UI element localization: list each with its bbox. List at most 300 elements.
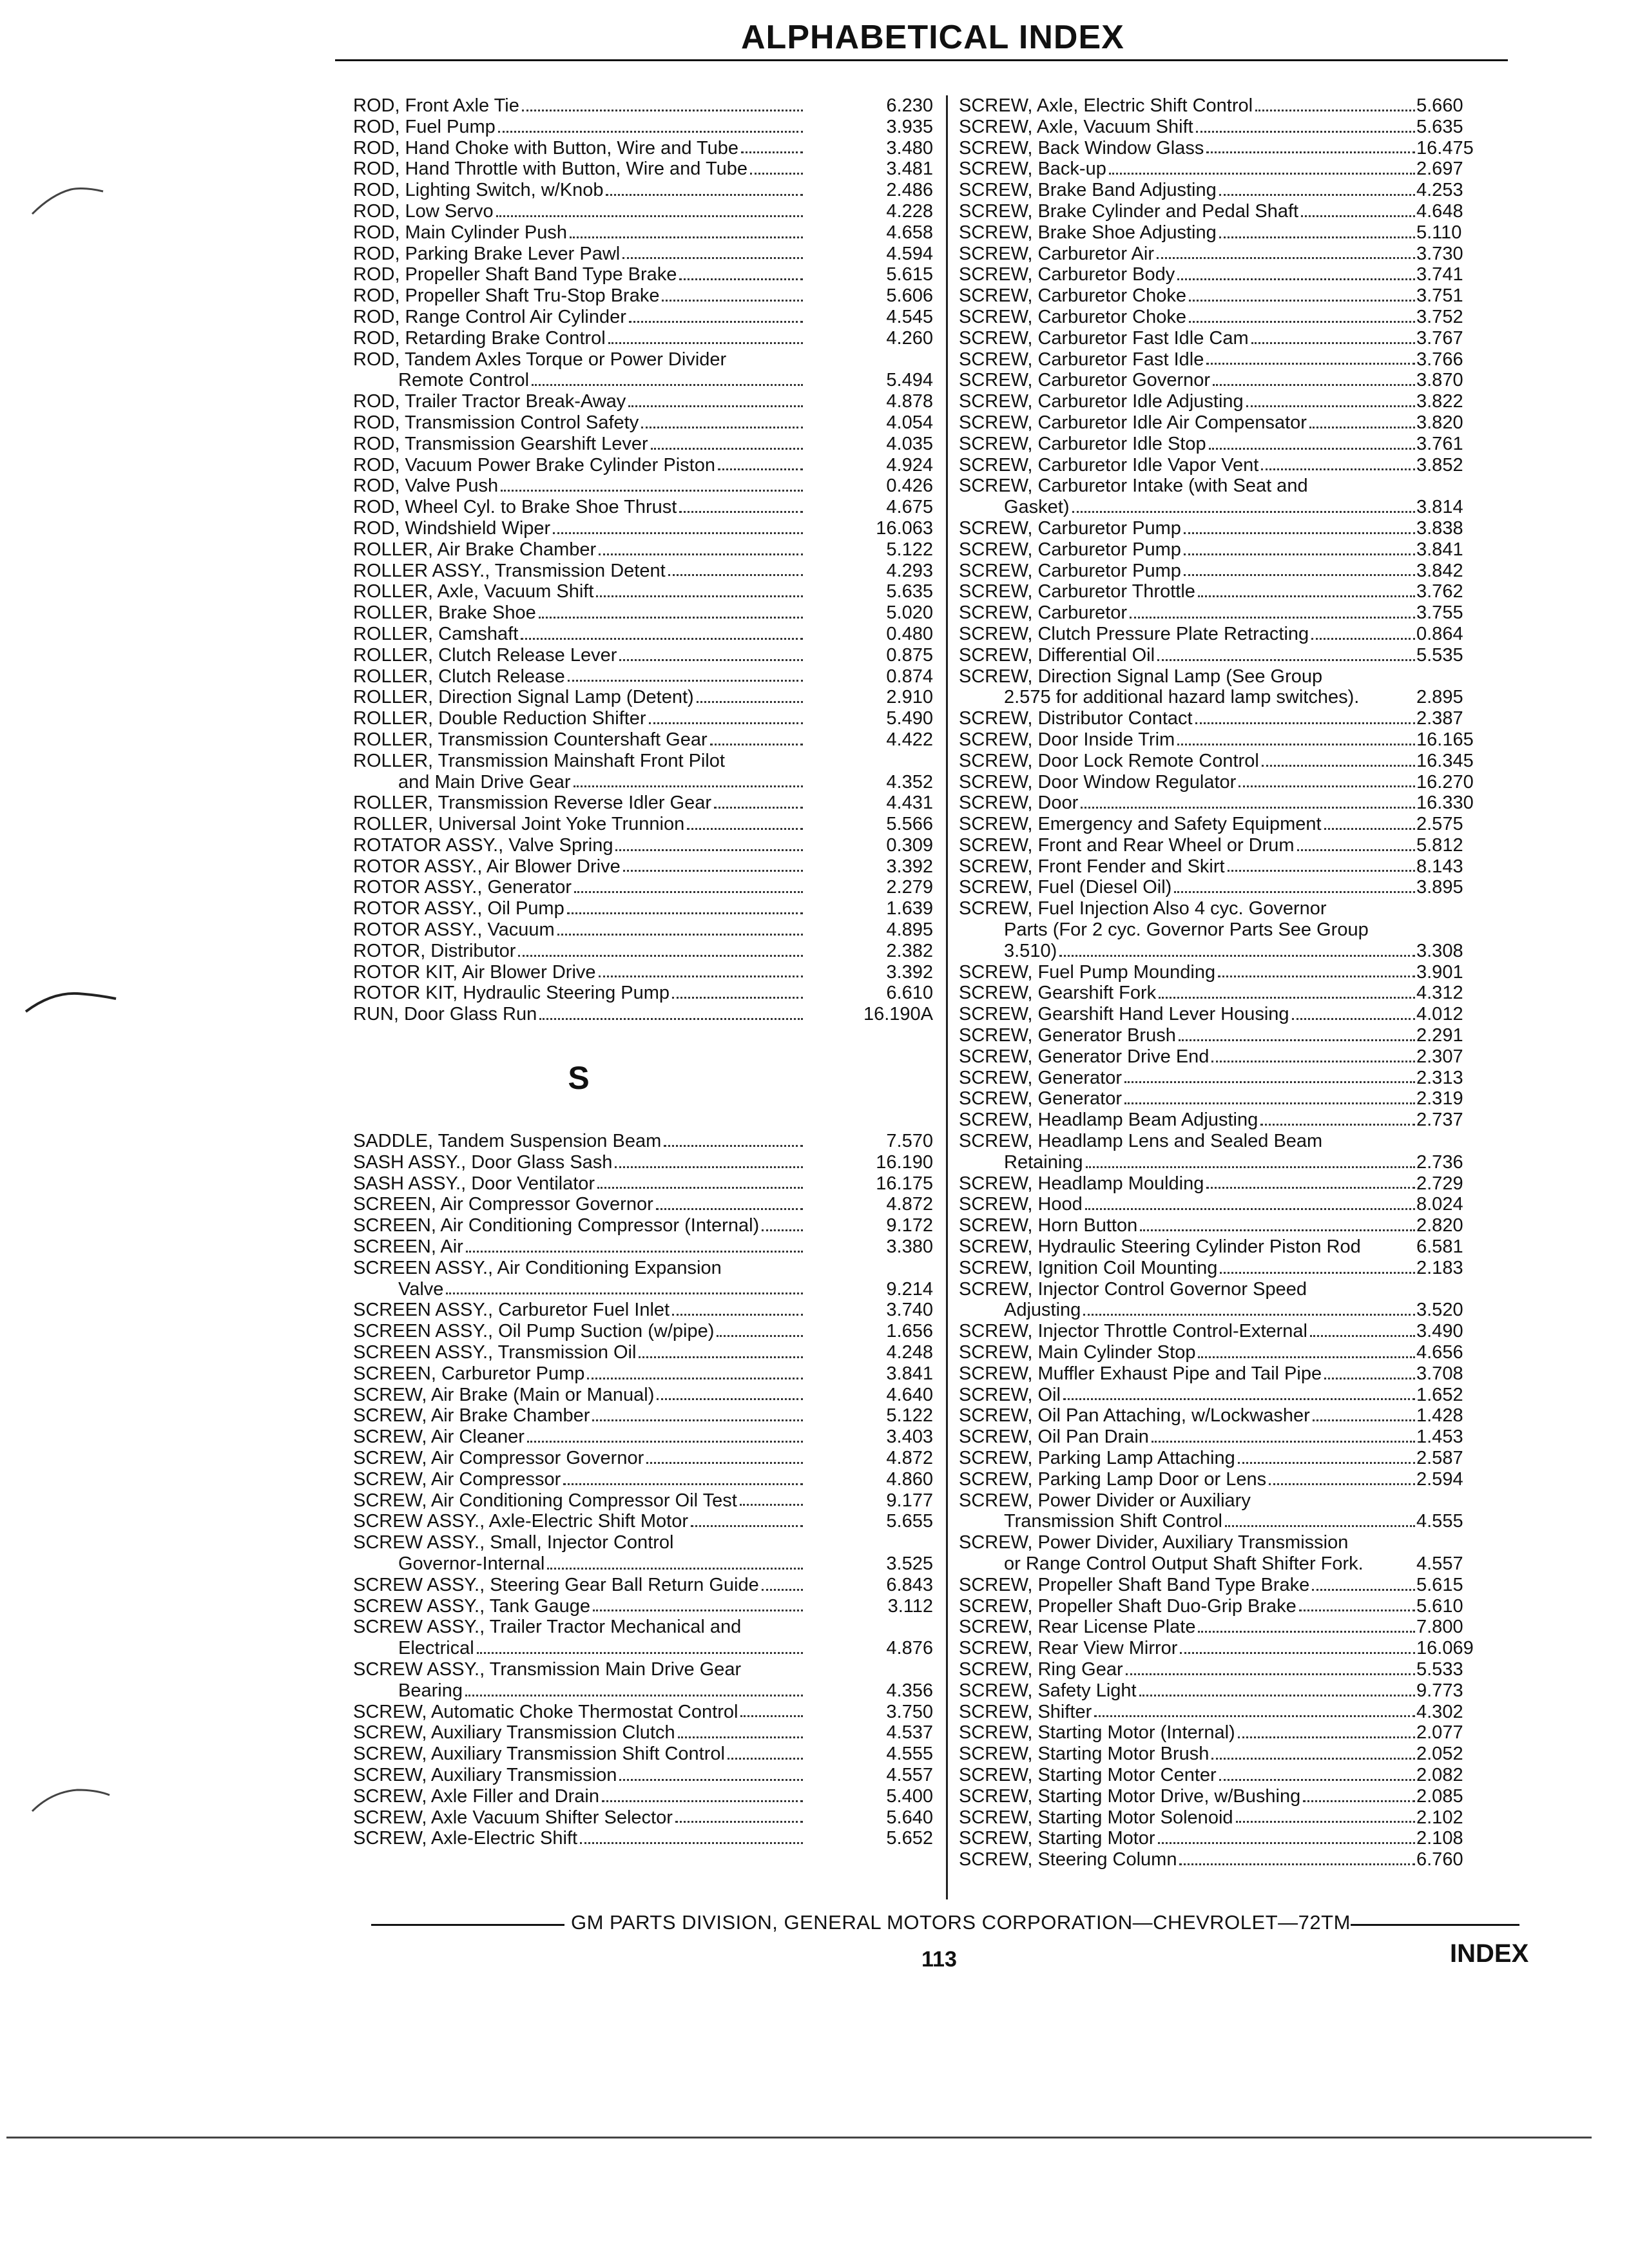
entry-name-cell <box>959 1680 1416 1702</box>
index-entry <box>353 1532 933 1553</box>
dot-leader <box>1311 638 1415 640</box>
entry-name-cell <box>353 1215 804 1236</box>
dot-leader <box>1198 1631 1415 1633</box>
index-entry <box>959 476 1455 497</box>
dot-leader <box>629 321 803 323</box>
index-entry <box>353 1828 933 1849</box>
index-entry <box>353 751 933 772</box>
entry-name: ROTOR ASSY., Oil Pump <box>353 898 564 919</box>
entry-name: RUN, Door Glass Run <box>353 1004 537 1025</box>
dot-leader <box>646 1462 803 1464</box>
dot-leader <box>1196 131 1415 133</box>
entry-name-cell <box>353 1532 804 1553</box>
entry-name-cell <box>959 1300 1416 1321</box>
entry-name-cell <box>353 1300 804 1321</box>
index-entry <box>959 1173 1463 1195</box>
entry-name-cell <box>959 793 1416 814</box>
entry-name: ROLLER, Direction Signal Lamp (Detent) <box>353 687 694 708</box>
entry-page-ref: 4.537 <box>886 1722 933 1744</box>
entry-page-ref: 4.557 <box>886 1764 933 1785</box>
index-entry <box>959 95 1463 117</box>
entry-name: SCREW, Carburetor Choke <box>959 306 1186 327</box>
entry-name-cell <box>353 455 804 476</box>
index-entry <box>959 1363 1463 1385</box>
dot-leader <box>1206 1187 1415 1189</box>
dot-leader <box>518 955 803 957</box>
index-entry <box>353 856 933 878</box>
entry-name-cell <box>353 1596 804 1617</box>
entry-name: SCREW, Back Window Glass <box>959 137 1204 159</box>
entry-name-cell <box>353 222 804 244</box>
entry-name: SCREW, Main Cylinder Stop <box>959 1342 1196 1363</box>
index-entry <box>959 1321 1463 1342</box>
entry-page-ref: 3.767 <box>1416 327 1463 349</box>
entry-name: SCREW, Emergency and Safety Equipment <box>959 814 1322 835</box>
dot-leader <box>615 1166 803 1168</box>
entry-name-cell <box>959 1807 1416 1829</box>
index-entry <box>959 137 1474 159</box>
index-entry <box>959 433 1463 455</box>
entry-page-ref: 6.230 <box>886 95 933 116</box>
entry-name-cell <box>353 1490 804 1512</box>
entry-name: ROD, Tandem Axles Torque or Power Divider <box>353 349 727 370</box>
index-entry <box>959 1617 1463 1638</box>
entry-name-cell <box>959 1194 1416 1215</box>
entry-name: SCREW, Headlamp Moulding <box>959 1173 1204 1194</box>
index-entry <box>353 138 933 159</box>
entry-page-ref: 16.345 <box>1416 750 1474 771</box>
index-entry <box>959 454 1463 476</box>
entry-name-cell <box>959 983 1416 1004</box>
entry-name-cell <box>353 1744 804 1765</box>
entry-page-ref: 5.812 <box>1416 834 1463 856</box>
index-entry <box>353 687 933 708</box>
index-entry <box>353 1342 933 1363</box>
entry-name-cell <box>353 1152 804 1173</box>
entry-page-ref: 2.052 <box>1416 1744 1463 1765</box>
dot-leader <box>1174 891 1415 893</box>
entry-page-ref: 2.307 <box>1416 1046 1463 1067</box>
entry-page-ref: 4.557 <box>1416 1553 1463 1574</box>
dot-leader <box>714 807 803 809</box>
entry-page-ref: 6.843 <box>886 1574 933 1595</box>
index-entry <box>959 1658 1463 1680</box>
entry-name: SCREW, Axle, Electric Shift Control <box>959 95 1253 116</box>
entry-name: SCREW, Front and Rear Wheel or Drum <box>959 834 1295 856</box>
dot-leader <box>1189 300 1415 302</box>
entry-name-cell <box>353 561 804 582</box>
index-entry <box>959 306 1463 328</box>
entry-name: and Main Drive Gear <box>398 771 571 793</box>
entry-name: SCREW, Starting Motor Drive, w/Bushing <box>959 1785 1301 1807</box>
dot-leader <box>1324 1378 1415 1379</box>
column-divider <box>946 95 948 1899</box>
index-entry <box>959 1004 1463 1025</box>
index-entry <box>353 1553 933 1575</box>
index-entry <box>959 602 1463 624</box>
dot-leader <box>1179 1863 1415 1865</box>
entry-name: SCREW, Rear License Plate <box>959 1617 1196 1638</box>
index-entry <box>353 180 933 201</box>
dot-leader <box>1219 194 1415 196</box>
entry-page-ref: 3.766 <box>1416 349 1463 370</box>
entry-page-ref: 4.356 <box>886 1680 933 1701</box>
entry-name-cell <box>353 687 804 708</box>
entry-name: SCREW, Starting Motor Brush <box>959 1744 1210 1765</box>
index-entry <box>353 624 933 645</box>
entry-name-cell <box>353 1807 804 1829</box>
entry-page-ref: 3.520 <box>1416 1300 1463 1321</box>
entry-name-cell <box>353 729 804 751</box>
index-entry <box>959 1764 1463 1786</box>
entry-name-cell <box>353 1194 804 1215</box>
entry-name-cell <box>959 1469 1416 1490</box>
entry-name: Electrical <box>398 1638 474 1659</box>
entry-name: ROLLER, Air Brake Chamber <box>353 539 597 560</box>
entry-name: SCREW, Power Divider, Auxiliary Transmission <box>959 1532 1349 1553</box>
dot-leader <box>1085 1208 1415 1210</box>
index-entry <box>353 201 933 222</box>
entry-page-ref: 4.012 <box>1416 1004 1463 1025</box>
index-entry <box>959 391 1463 412</box>
entry-name-cell <box>353 264 804 285</box>
entry-name-cell <box>959 835 1416 856</box>
entry-name: SCREW, Axle Filler and Drain <box>353 1785 599 1807</box>
entry-name-cell <box>353 201 804 222</box>
entry-name-cell <box>353 497 804 518</box>
dot-leader <box>1179 1039 1415 1041</box>
dot-leader <box>1072 511 1415 513</box>
entry-name: SCREW, Horn Button <box>959 1215 1138 1236</box>
entry-page-ref: 4.658 <box>886 222 933 243</box>
entry-name: SCREW, Carburetor Pump <box>959 517 1181 539</box>
dot-leader <box>1292 1018 1415 1020</box>
entry-name-cell <box>959 1765 1416 1786</box>
entry-name-cell <box>959 1744 1416 1765</box>
dot-leader <box>1238 1736 1415 1738</box>
entry-page-ref: 6.610 <box>886 983 933 1004</box>
index-entry <box>959 1448 1463 1469</box>
index-entry <box>353 412 933 434</box>
index-entry <box>353 1004 933 1025</box>
entry-page-ref: 4.293 <box>886 560 933 581</box>
entry-name: SCREW, Clutch Pressure Plate Retracting <box>959 623 1309 644</box>
entry-page-ref: 3.841 <box>886 1363 933 1384</box>
dot-leader <box>568 680 803 682</box>
entry-name-cell <box>959 95 1416 117</box>
entry-name: SCREW ASSY., Transmission Main Drive Gear <box>353 1658 742 1680</box>
entry-name-cell <box>353 285 804 307</box>
dot-leader <box>1059 955 1415 957</box>
entry-name-cell <box>959 1363 1416 1385</box>
entry-page-ref: 16.069 <box>1416 1638 1474 1659</box>
entry-name-cell <box>353 793 804 814</box>
entry-name-cell <box>353 1131 804 1152</box>
entry-name: SCREEN ASSY., Oil Pump Suction (w/pipe) <box>353 1321 715 1342</box>
entry-name: SCREW, Auxiliary Transmission <box>353 1764 617 1785</box>
dot-leader <box>599 975 803 977</box>
entry-name-cell <box>353 835 804 856</box>
entry-name-cell <box>353 856 804 878</box>
dot-leader <box>740 1715 803 1717</box>
index-entry <box>959 412 1463 434</box>
index-entry <box>353 793 933 814</box>
dot-leader <box>563 1483 803 1485</box>
dot-leader <box>1209 448 1415 450</box>
entry-name: SCREW, Gearshift Hand Lever Housing <box>959 1004 1289 1025</box>
entry-page-ref: 6.760 <box>1416 1849 1463 1870</box>
entry-page-ref: 16.190 <box>876 1151 933 1173</box>
entry-name: Retaining <box>1004 1151 1083 1173</box>
index-entry <box>959 1384 1463 1406</box>
entry-page-ref: 16.475 <box>1416 137 1474 159</box>
dot-leader <box>1063 1398 1415 1400</box>
entry-name-cell <box>353 1279 804 1300</box>
index-entry <box>959 961 1463 983</box>
index-entry <box>353 962 933 983</box>
entry-name: ROD, Wheel Cyl. to Brake Shoe Thrust <box>353 497 677 518</box>
entry-name-cell <box>353 962 804 983</box>
index-entry <box>353 1511 933 1532</box>
entry-name-cell <box>353 1786 804 1807</box>
entry-name: ROTOR KIT, Hydraulic Steering Pump <box>353 983 670 1004</box>
title-rule <box>335 59 1508 61</box>
screw-entries <box>959 95 1474 1870</box>
entry-name: SCREW, Air Compressor <box>353 1468 561 1490</box>
entry-page-ref: 2.575 <box>1416 814 1463 835</box>
index-entry <box>353 814 933 835</box>
entry-page-ref: 4.555 <box>886 1744 933 1765</box>
dot-leader <box>1310 1335 1415 1337</box>
dot-leader <box>1184 553 1415 555</box>
index-entry <box>959 1511 1463 1532</box>
dot-leader <box>1130 617 1415 619</box>
index-entry <box>959 1722 1463 1744</box>
index-entry <box>959 222 1462 244</box>
entry-page-ref: 2.279 <box>886 877 933 898</box>
dot-leader <box>608 342 803 344</box>
entry-name: SCREW, Carburetor Governor <box>959 370 1211 391</box>
entry-page-ref: 4.248 <box>886 1342 933 1363</box>
entry-page-ref: 3.730 <box>1416 243 1463 264</box>
index-entry <box>959 856 1463 878</box>
dot-leader <box>580 1842 803 1844</box>
dot-leader <box>1301 215 1415 217</box>
index-entry <box>353 708 933 729</box>
dot-leader <box>728 1758 803 1760</box>
entry-name: SCREW, Injector Control Governor Speed <box>959 1278 1307 1300</box>
entry-name-cell <box>353 1511 804 1532</box>
entry-page-ref: 16.330 <box>1416 793 1474 814</box>
entry-name-cell <box>353 1321 804 1342</box>
entry-page-ref: 2.082 <box>1416 1764 1463 1785</box>
entry-name-cell <box>353 1617 804 1638</box>
entry-name-cell <box>959 370 1416 391</box>
entry-page-ref: 2.587 <box>1416 1448 1463 1468</box>
entry-name: ROD, Hand Throttle with Button, Wire and Tube <box>353 159 747 180</box>
dot-leader <box>1251 342 1415 344</box>
entry-page-ref: 3.841 <box>1416 539 1463 560</box>
dot-leader <box>622 257 803 259</box>
entry-name: SCREW, Carburetor Throttle <box>959 581 1195 602</box>
entry-name-cell <box>959 180 1416 201</box>
entry-name-cell <box>959 1088 1416 1110</box>
entry-name-cell <box>959 898 1416 919</box>
page-title: ALPHABETICAL INDEX <box>741 19 1124 56</box>
entry-name-cell <box>959 222 1416 244</box>
index-entry <box>353 1638 933 1659</box>
entry-name-cell <box>959 264 1416 285</box>
entry-name-cell <box>353 539 804 561</box>
entry-name: SCREW, Carburetor Fast Idle <box>959 349 1204 370</box>
entry-name: ROTOR ASSY., Air Blower Drive <box>353 856 621 877</box>
entry-page-ref: 16.063 <box>876 517 933 539</box>
entry-name-cell <box>353 328 804 349</box>
entry-page-ref: 3.741 <box>1416 264 1463 285</box>
entry-name-cell <box>959 1532 1416 1553</box>
index-entry <box>959 1067 1463 1089</box>
entry-name-cell <box>353 814 804 835</box>
dot-leader <box>1269 1483 1415 1485</box>
entry-name-cell <box>959 1152 1416 1173</box>
entry-name-cell <box>959 941 1416 962</box>
entry-page-ref: 16.175 <box>876 1173 933 1194</box>
entry-name-cell <box>959 1385 1416 1406</box>
dot-leader <box>1211 1758 1415 1760</box>
index-entry <box>959 623 1463 645</box>
entry-page-ref: 5.652 <box>886 1828 933 1849</box>
entry-name-cell <box>959 1321 1416 1342</box>
entry-page-ref: 3.761 <box>1416 433 1463 454</box>
dot-leader <box>639 1356 803 1358</box>
entry-name: SCREW, Axle-Electric Shift <box>353 1828 578 1849</box>
entry-page-ref: 1.652 <box>1416 1384 1463 1405</box>
dot-leader <box>1324 828 1415 830</box>
index-entry <box>353 898 933 919</box>
entry-name-cell <box>959 1405 1416 1427</box>
entry-name: ROLLER, Clutch Release Lever <box>353 644 617 666</box>
index-entry <box>353 561 933 582</box>
dot-leader <box>1261 468 1415 470</box>
index-entry <box>959 1532 1455 1553</box>
entry-page-ref: 0.426 <box>886 476 933 497</box>
index-entry <box>353 1765 933 1786</box>
entry-page-ref: 4.872 <box>886 1194 933 1215</box>
entry-name: ROLLER, Transmission Mainshaft Front Pilot <box>353 750 725 771</box>
entry-name-cell <box>353 602 804 624</box>
entry-name: SCREW, Parking Lamp Attaching <box>959 1448 1235 1468</box>
dot-leader <box>465 1695 803 1696</box>
entry-name: SCREW, Generator <box>959 1088 1123 1110</box>
index-entry <box>353 1363 933 1385</box>
entry-page-ref: 2.820 <box>1416 1215 1463 1236</box>
entry-page-ref: 2.102 <box>1416 1807 1463 1828</box>
index-entry <box>959 644 1463 666</box>
entry-page-ref: 3.755 <box>1416 602 1463 624</box>
entry-name: ROD, Propeller Shaft Band Type Brake <box>353 264 677 285</box>
entry-page-ref: 2.594 <box>1416 1468 1463 1490</box>
entry-page-ref: 3.935 <box>886 116 933 137</box>
entry-name: SCREW, Rear View Mirror <box>959 1638 1178 1659</box>
entry-name: SCREW, Injector Throttle Control-External <box>959 1321 1307 1342</box>
index-entry <box>959 285 1463 307</box>
entry-page-ref: 3.822 <box>1416 391 1463 412</box>
entry-name-cell <box>959 539 1416 561</box>
entry-name-cell <box>353 412 804 434</box>
entry-page-ref: 3.392 <box>886 961 933 983</box>
entry-name-cell <box>353 1342 804 1363</box>
entry-name: 2.575 for additional hazard lamp switches). <box>1004 687 1360 708</box>
dot-leader <box>466 1251 803 1253</box>
index-entry <box>959 1553 1463 1575</box>
entry-page-ref: 4.555 <box>1416 1511 1463 1532</box>
dot-leader <box>1219 236 1415 238</box>
entry-name-cell <box>353 244 804 265</box>
entry-page-ref: 3.525 <box>886 1553 933 1574</box>
entry-page-ref: 4.228 <box>886 200 933 222</box>
entry-name: ROD, Propeller Shaft Tru-Stop Brake <box>353 285 660 307</box>
entry-page-ref: 4.594 <box>886 243 933 264</box>
dot-leader <box>741 151 803 153</box>
entry-name: SCREW, Door Window Regulator <box>959 771 1237 793</box>
entry-name: ROTOR, Distributor <box>353 940 516 961</box>
dot-leader <box>553 532 803 534</box>
entry-page-ref: 5.566 <box>886 814 933 835</box>
entry-name-cell <box>959 201 1416 222</box>
index-entry <box>959 983 1463 1004</box>
index-entry <box>353 645 933 666</box>
dot-leader <box>596 595 803 597</box>
entry-page-ref: 2.313 <box>1416 1067 1463 1088</box>
dot-leader <box>1225 1525 1415 1527</box>
entry-name-cell <box>353 877 804 898</box>
entry-name-cell <box>959 1258 1416 1279</box>
entry-name-cell <box>353 1236 804 1258</box>
entry-name: SCREW, Auxiliary Transmission Shift Control <box>353 1744 725 1765</box>
index-entry <box>959 1110 1463 1131</box>
entry-name-cell <box>353 645 804 666</box>
entry-name-cell <box>353 1828 804 1849</box>
entry-page-ref: 2.737 <box>1416 1110 1463 1131</box>
entry-name: SCREW, Carburetor Idle Air Compensator <box>959 412 1307 433</box>
index-entry <box>959 1131 1455 1152</box>
index-entry <box>353 1786 933 1807</box>
entry-name: SCREEN, Carburetor Pump <box>353 1363 585 1384</box>
entry-name-cell <box>959 159 1416 180</box>
entry-page-ref: 4.260 <box>886 327 933 349</box>
entry-name: or Range Control Output Shaft Shifter Fork. <box>1004 1553 1364 1574</box>
index-entry <box>353 434 933 455</box>
entry-name-cell <box>959 476 1416 497</box>
dot-leader <box>1157 257 1415 259</box>
entry-name: ROLLER, Transmission Countershaft Gear <box>353 729 708 750</box>
entry-name-cell <box>353 1469 804 1490</box>
entry-name-cell <box>959 1849 1416 1870</box>
entry-name: SCREW, Carburetor Fast Idle Cam <box>959 327 1249 349</box>
entry-name: SCREW, Direction Signal Lamp (See Group <box>959 666 1323 687</box>
dot-leader <box>1177 744 1415 745</box>
dot-leader <box>623 870 803 872</box>
index-entry <box>353 1448 933 1469</box>
entry-name: SCREW, Muffler Exhaust Pipe and Tail Pipe <box>959 1363 1322 1384</box>
entry-name-cell <box>353 666 804 687</box>
entry-name: SCREW, Starting Motor Center <box>959 1764 1217 1785</box>
entry-name: SCREW, Fuel (Diesel Oil) <box>959 877 1172 898</box>
entry-name-cell <box>959 856 1416 878</box>
entry-page-ref: 9.172 <box>886 1215 933 1236</box>
entry-name: SCREW, Auxiliary Transmission Clutch <box>353 1722 675 1744</box>
entry-name-cell <box>353 138 804 159</box>
